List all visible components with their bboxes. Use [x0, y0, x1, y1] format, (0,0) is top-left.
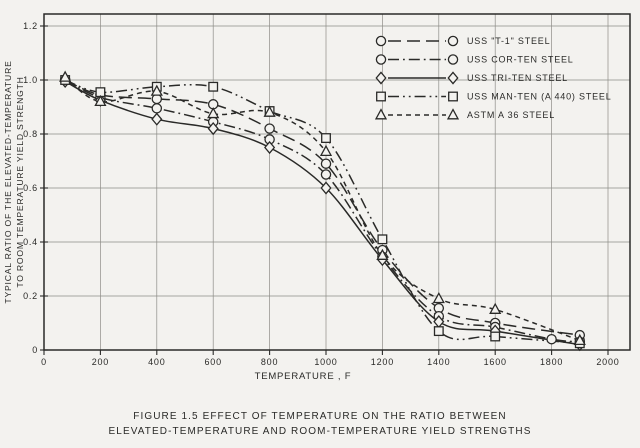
- y-tick-label: 1.2: [23, 21, 38, 31]
- diamond-marker: [265, 142, 274, 153]
- diamond-marker: [376, 72, 385, 83]
- x-tick-label: 1000: [314, 357, 338, 367]
- x-axis-title: TEMPERATURE , F: [254, 371, 352, 382]
- circle-marker: [321, 159, 330, 168]
- y-axis: [3, 21, 48, 355]
- legend-label-astm-a-36-steel: ASTM A 36 STEEL: [467, 110, 556, 120]
- circle-marker: [547, 335, 556, 344]
- legend: [376, 36, 612, 120]
- x-tick-label: 1600: [483, 357, 507, 367]
- circle-marker: [152, 104, 161, 113]
- y-tick-label: 0.6: [23, 183, 38, 193]
- y-axis-title-line-2: TO ROOM TEMPERATURE YIELD STRENGTH: [15, 76, 25, 288]
- x-tick-label: 800: [260, 357, 279, 367]
- y-tick-label: 0: [32, 345, 38, 355]
- triangle-marker: [434, 293, 444, 302]
- triangle-marker: [448, 110, 458, 119]
- circle-marker: [448, 36, 457, 45]
- y-tick-label: 1.0: [23, 75, 38, 85]
- x-tick-label: 400: [148, 357, 166, 367]
- legend-label-uss-man-ten-a-440-steel: USS MAN-TEN (A 440) STEEL: [467, 91, 612, 102]
- y-tick-label: 0.2: [23, 291, 38, 301]
- diamond-marker: [152, 114, 161, 125]
- caption-line-2: ELEVATED-TEMPERATURE AND ROOM-TEMPERATURE YIELD STRENGTHS: [108, 426, 532, 437]
- figure-caption: [0, 409, 640, 439]
- square-marker: [377, 92, 386, 101]
- x-axis: [41, 350, 620, 382]
- x-tick-label: 1400: [427, 357, 451, 367]
- circle-marker: [448, 55, 457, 64]
- caption-line-1: FIGURE 1.5 EFFECT OF TEMPERATURE ON THE RATIO BETWEEN: [133, 411, 507, 422]
- x-tick-label: 0: [41, 357, 47, 367]
- circle-marker: [321, 170, 330, 179]
- legend-label-uss-t-1-steel: USS "T-1" STEEL: [467, 36, 551, 46]
- circle-marker: [265, 124, 274, 133]
- y-tick-label: 0.8: [23, 129, 38, 139]
- legend-label-uss-tri-ten-steel: USS TRI-TEN STEEL: [467, 73, 568, 83]
- x-tick-label: 600: [204, 357, 222, 367]
- square-marker: [378, 235, 387, 244]
- y-axis-title-line-1: TYPICAL RATIO OF THE ELEVATED-TEMPERATURE: [3, 60, 13, 304]
- x-tick-label: 1200: [370, 357, 395, 367]
- y-tick-label: 0.4: [23, 237, 38, 247]
- x-tick-label: 1800: [539, 357, 564, 367]
- series-line-uss-tri-ten-steel: [65, 81, 580, 344]
- legend-label-uss-cor-ten-steel: USS COR-TEN STEEL: [467, 54, 574, 65]
- circle-marker: [376, 55, 385, 64]
- circle-marker: [376, 36, 385, 45]
- diamond-marker: [448, 72, 457, 83]
- square-marker: [435, 327, 444, 336]
- x-tick-label: 2000: [596, 357, 620, 367]
- x-tick-label: 200: [91, 357, 110, 367]
- square-marker: [322, 134, 331, 143]
- triangle-marker: [208, 108, 218, 117]
- square-marker: [449, 92, 458, 101]
- triangle-marker: [376, 110, 386, 119]
- square-marker: [491, 332, 500, 341]
- square-marker: [209, 82, 218, 91]
